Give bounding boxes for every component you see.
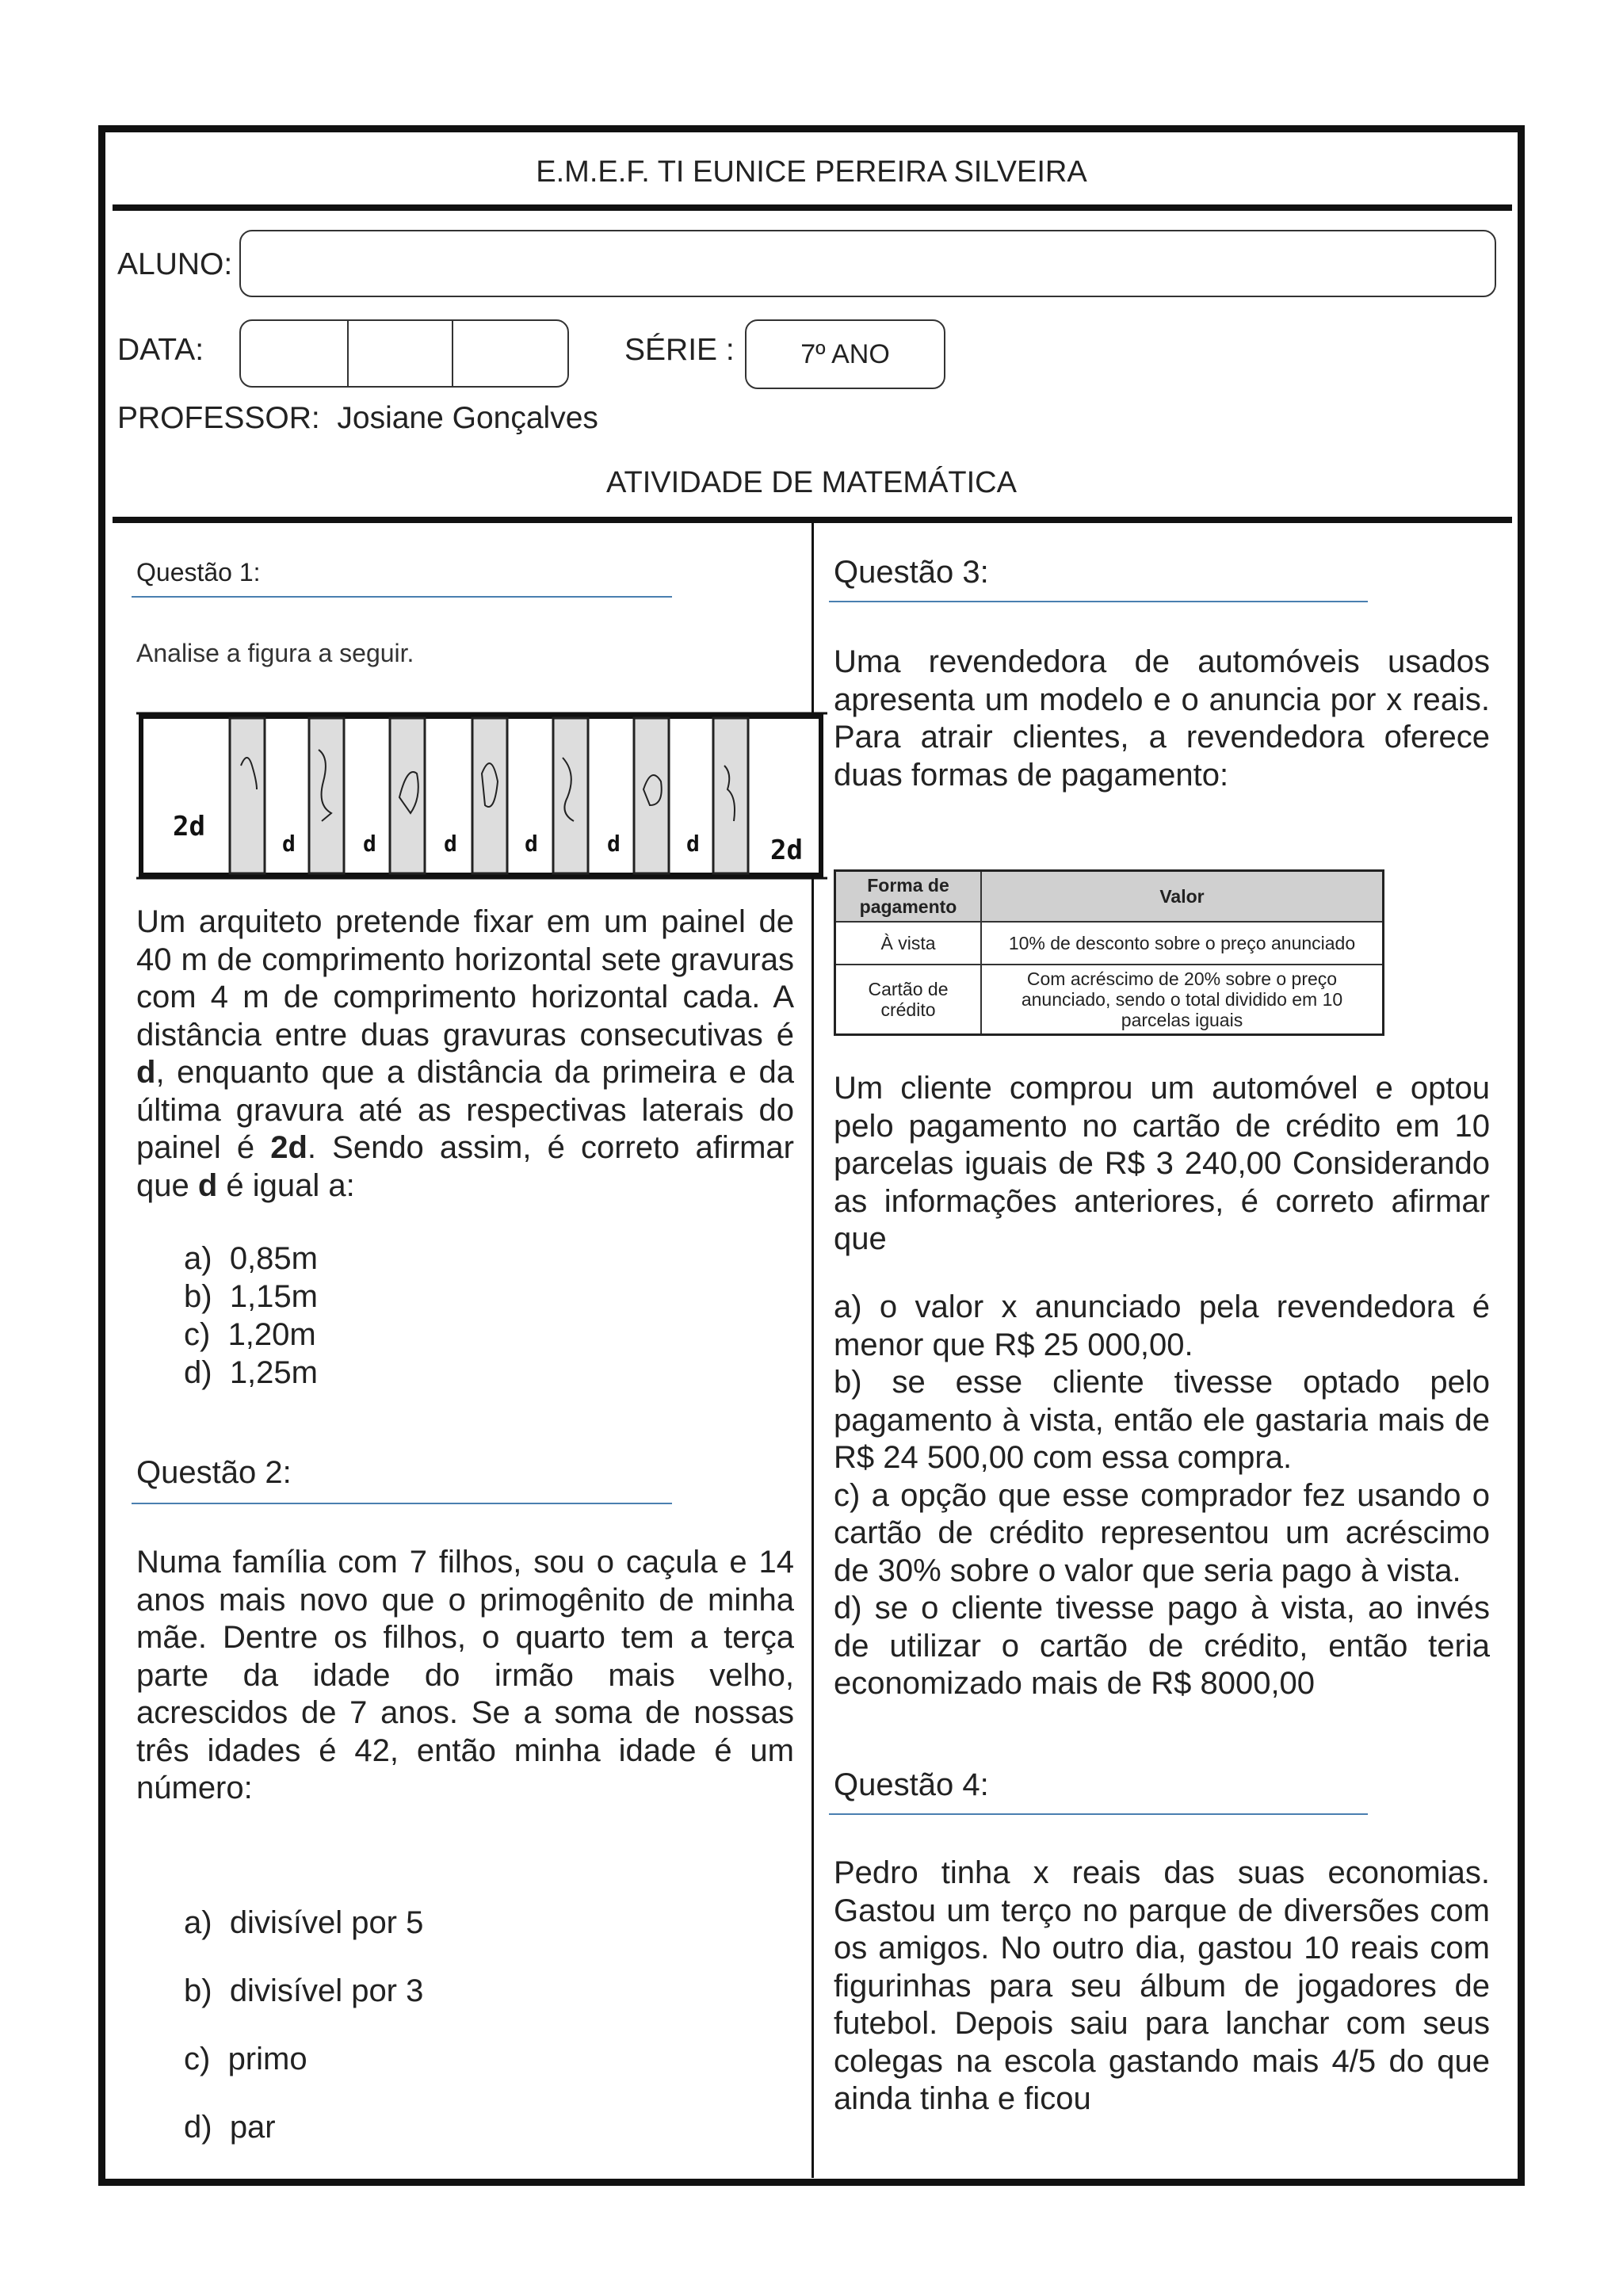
engraving-2 xyxy=(309,718,344,873)
q2-option-b[interactable] xyxy=(184,1973,423,2009)
table-cell: Com acréscimo de 20% sobre o preço anunciado, sendo o total dividido em 10 parcelas iguais xyxy=(981,965,1384,1035)
option-text: 0,85m xyxy=(229,1241,318,1276)
q1-text-part: é igual a: xyxy=(217,1167,355,1203)
q3-payment-table xyxy=(834,869,1384,1036)
q4-text: Pedro tinha x reais das suas economias. Gastou um terço no parque de diversões com os amigos. No outro dia, gastou 10 reais com figurinhas para seu álbum de jogadores de futebol. Depois saiu para lanchar com seus colegas na escola gastando mais 4/5 do que ainda tinha e ficou xyxy=(834,1855,1490,2116)
data-input[interactable] xyxy=(239,319,569,388)
q1-bold-2d: 2d xyxy=(270,1130,307,1165)
option-letter: c) xyxy=(184,2042,211,2076)
q1-title-underline xyxy=(132,596,672,598)
q3-text2: Um cliente comprou um automóvel e optou pelo pagamento no cartão de crédito em 10 parcelas iguais de R$ 3 240,00 Considerando as informações anteriores, é correto afirmar que xyxy=(834,1071,1490,1256)
professor-label: PROFESSOR: xyxy=(117,401,320,435)
option-text: 1,20m xyxy=(227,1317,316,1352)
professor-name: Josiane Gonçalves xyxy=(337,401,598,435)
option-text: 1,15m xyxy=(229,1279,318,1314)
q2-title: Questão 2: xyxy=(136,1455,292,1490)
q2-option-c[interactable] xyxy=(184,2042,307,2077)
engraving-3 xyxy=(390,718,425,873)
table-cell: Cartão de crédito xyxy=(835,965,982,1035)
q4-title-underline xyxy=(829,1813,1368,1815)
option-letter: b) xyxy=(184,1973,212,2008)
q1-text-part: , enquanto que a distância da primeira e da última gravura até as respectivas laterais do painel é xyxy=(136,1055,794,1165)
school-name: E.M.E.F. TI EUNICE PEREIRA SILVEIRA xyxy=(536,155,1087,189)
q1-option-b[interactable] xyxy=(184,1278,318,1316)
option-letter: b) xyxy=(184,1279,212,1314)
table-row xyxy=(835,922,1384,965)
option-letter: a) xyxy=(184,1905,212,1940)
q3-text: Uma revendedora de automóveis usados apresenta um modelo e o anuncia por x reais. Para atrair clientes, a revendedora oferece duas formas de pagamento: xyxy=(834,644,1490,793)
option-text: divisível por 5 xyxy=(229,1905,424,1940)
header-divider xyxy=(113,204,1512,211)
label-d: d xyxy=(525,831,538,857)
q3-option-c[interactable]: c) a opção que esse comprador fez usando o cartão de crédito representou um acréscimo de 30% sobre o valor que seria pago à vista. xyxy=(834,1477,1490,1588)
serie-label: SÉRIE : xyxy=(624,333,735,367)
aluno-label: ALUNO: xyxy=(117,247,233,281)
q1-option-c[interactable] xyxy=(184,1316,318,1354)
q1-bold-d: d xyxy=(136,1055,156,1090)
q1-text xyxy=(136,904,794,1205)
q4-title: Questão 4: xyxy=(834,1767,989,1802)
q1-text-part: . Sendo assim, é correto afirmar que xyxy=(136,1130,795,1203)
serie-field[interactable] xyxy=(745,319,945,389)
serie-value: 7º ANO xyxy=(800,338,890,369)
activity-divider xyxy=(113,517,1512,523)
table-header-forma: Forma de pagamento xyxy=(835,871,982,923)
table-row xyxy=(835,965,1384,1035)
q1-panel-figure xyxy=(136,702,827,891)
engraving-6 xyxy=(634,718,669,873)
data-cell-divider xyxy=(452,321,453,386)
option-letter: d) xyxy=(184,1355,212,1390)
q1-option-d[interactable] xyxy=(184,1354,318,1392)
q2-title-underline xyxy=(132,1503,672,1504)
table-cell: À vista xyxy=(835,922,982,965)
label-d: d xyxy=(607,831,621,857)
table-header-row xyxy=(835,871,1384,923)
q2-option-d[interactable] xyxy=(184,2110,276,2145)
engraving-4 xyxy=(472,718,507,873)
table-cell: 10% de desconto sobre o preço anunciado xyxy=(981,922,1384,965)
option-text: primo xyxy=(227,2042,307,2076)
data-cell-divider xyxy=(347,321,349,386)
table-header-valor: Valor xyxy=(981,871,1384,923)
option-text: divisível por 3 xyxy=(229,1973,424,2008)
engraving-7 xyxy=(713,718,748,873)
option-letter: d) xyxy=(184,2110,212,2145)
option-letter: a) xyxy=(184,1241,212,1276)
q1-title: Questão 1: xyxy=(136,558,261,586)
label-right-2d: 2d xyxy=(770,835,803,866)
q1-options xyxy=(184,1240,318,1392)
q1-bold-d: d xyxy=(197,1167,218,1203)
option-text: 1,25m xyxy=(229,1355,318,1390)
option-letter: c) xyxy=(184,1317,211,1352)
label-d: d xyxy=(686,831,700,857)
q2-option-a[interactable] xyxy=(184,1905,423,1941)
q3-option-a[interactable]: a) o valor x anunciado pela revendedora é menor que R$ 25 000,00. xyxy=(834,1289,1490,1362)
engraving-1 xyxy=(230,718,265,873)
professor-line xyxy=(117,401,598,436)
q3-option-b[interactable]: b) se esse cliente tivesse optado pelo pagamento à vista, então ele gastaria mais de R$ 24 500,00 com essa compra. xyxy=(834,1365,1490,1475)
q2-text: Numa família com 7 filhos, sou o caçula e 14 anos mais novo que o primogênito de minha mãe. Dentre os filhos, o quarto tem a terça parte da idade do irmão mais velho, acrescidos de 7 anos. Se a soma de nossas três idades é 42, então minha idade é um número: xyxy=(136,1545,794,1805)
label-d: d xyxy=(444,831,457,857)
aluno-input[interactable] xyxy=(239,230,1496,297)
q3-title-underline xyxy=(829,601,1368,602)
q3-options xyxy=(834,1289,1490,1703)
q1-text-part: Um arquiteto pretende fixar em um painel de 40 m de comprimento horizontal sete gravuras com 4 m de comprimento horizontal cada. A distância entre duas gravuras consecutivas é xyxy=(136,904,794,1052)
activity-title: ATIVIDADE DE MATEMÁTICA xyxy=(606,466,1017,499)
label-left-2d: 2d xyxy=(173,811,205,842)
q3-option-d[interactable]: d) se o cliente tivesse pago à vista, ao invés de utilizar o cartão de crédito, então teria economizado mais de R$ 8000,00 xyxy=(834,1591,1490,1701)
data-label: DATA: xyxy=(117,333,204,367)
label-d: d xyxy=(282,831,296,857)
q3-title: Questão 3: xyxy=(834,555,989,590)
q1-intro: Analise a figura a seguir. xyxy=(136,639,414,667)
q1-option-a[interactable] xyxy=(184,1240,318,1278)
engraving-5 xyxy=(553,718,588,873)
option-text: par xyxy=(229,2110,276,2145)
label-d: d xyxy=(363,831,376,857)
